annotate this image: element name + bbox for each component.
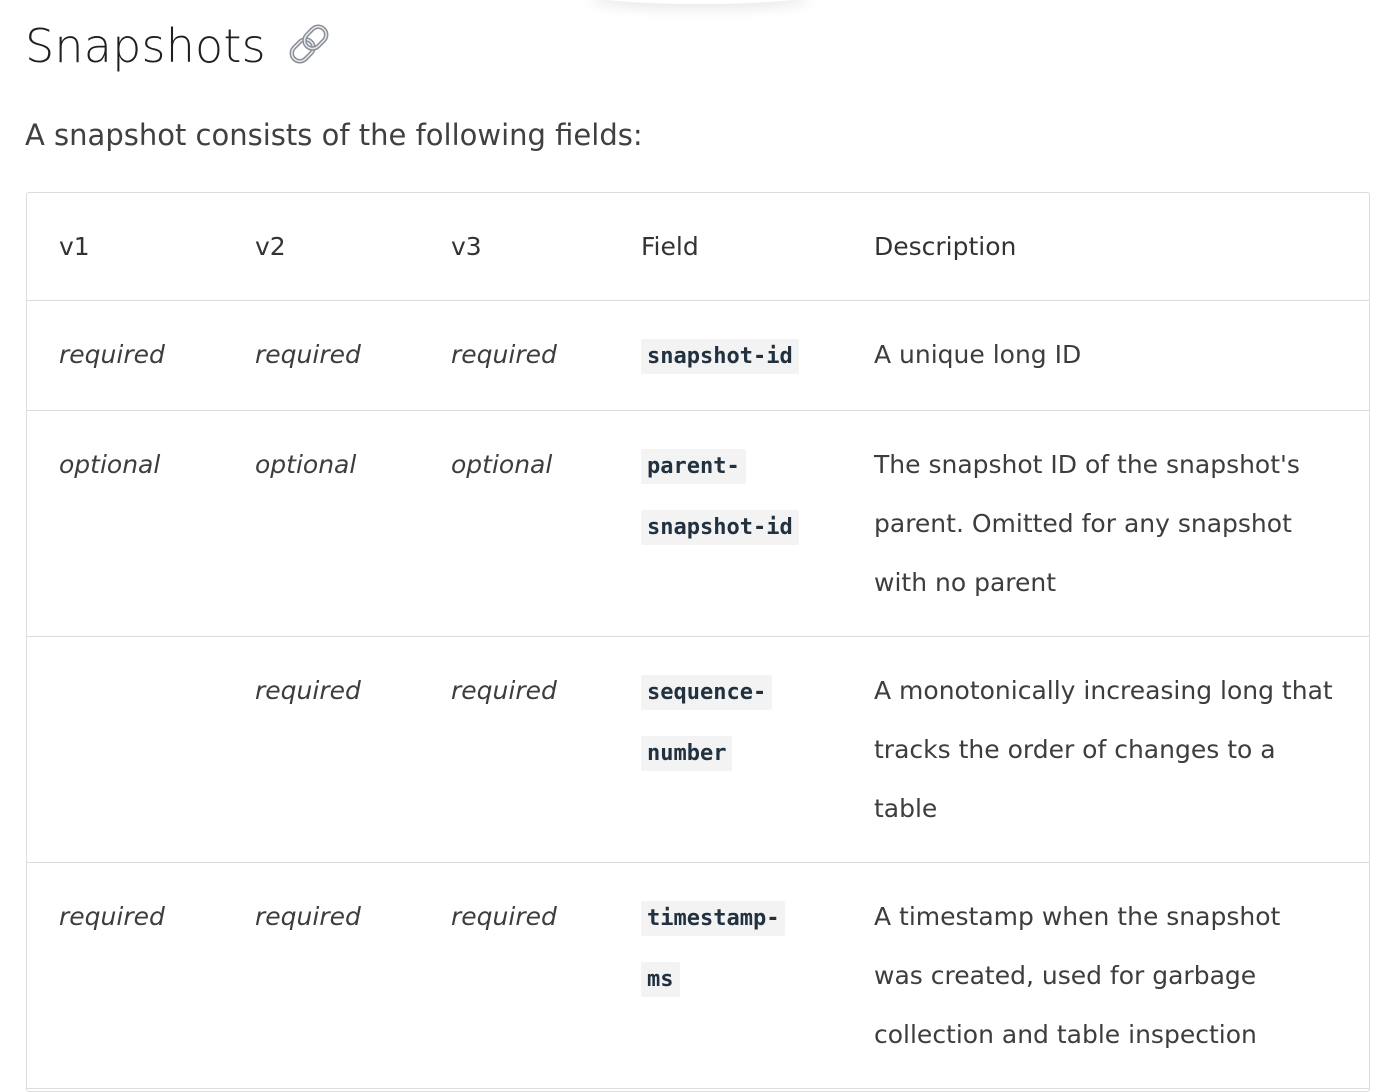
- header-v1: v1: [27, 193, 223, 301]
- cell-field: [615, 863, 842, 1089]
- field-name-code: snapshot-id: [641, 339, 799, 374]
- cell-field: [615, 411, 842, 637]
- table-row: [27, 637, 1369, 863]
- field-name-code: number: [641, 736, 732, 771]
- snapshot-fields-table: [26, 192, 1370, 1092]
- cell-v3: required: [419, 301, 615, 411]
- field-name-code: ms: [641, 962, 680, 997]
- cell-description: A unique long ID: [842, 301, 1369, 411]
- page-title-text: Snapshots: [25, 19, 266, 73]
- table-row: [27, 301, 1369, 411]
- top-bar-shadow: [590, 0, 810, 4]
- page-title: [25, 14, 334, 78]
- field-name-code: sequence-: [641, 675, 772, 710]
- cell-description: The snapshot ID of the snapshot's parent. Omitted for any snapshot with no parent: [842, 411, 1369, 637]
- cell-description: A monotonically increasing long that tracks the order of changes to a table: [842, 637, 1369, 863]
- cell-v3: optional: [419, 411, 615, 637]
- cell-v2: required: [223, 863, 419, 1089]
- cell-v1: [27, 637, 223, 863]
- header-field: Field: [615, 193, 842, 301]
- link-icon[interactable]: [284, 19, 334, 69]
- header-v3: v3: [419, 193, 615, 301]
- field-name-code: parent-: [641, 449, 746, 484]
- table-header-row: [27, 193, 1369, 301]
- field-name-code: snapshot-id: [641, 510, 799, 545]
- cell-v1: optional: [27, 411, 223, 637]
- cell-v1: required: [27, 863, 223, 1089]
- cell-v1: required: [27, 301, 223, 411]
- intro-text: A snapshot consists of the following fields:: [25, 118, 643, 152]
- header-v2: v2: [223, 193, 419, 301]
- cell-v2: required: [223, 301, 419, 411]
- cell-v3: required: [419, 863, 615, 1089]
- table-row: [27, 411, 1369, 637]
- cell-v2: optional: [223, 411, 419, 637]
- cell-description: A timestamp when the snapshot was created, used for garbage collection and table inspection: [842, 863, 1369, 1089]
- header-description: Description: [842, 193, 1369, 301]
- table-row: [27, 863, 1369, 1089]
- cell-field: [615, 301, 842, 411]
- cell-field: [615, 637, 842, 863]
- cell-v3: required: [419, 637, 615, 863]
- field-name-code: timestamp-: [641, 901, 785, 936]
- cell-v2: required: [223, 637, 419, 863]
